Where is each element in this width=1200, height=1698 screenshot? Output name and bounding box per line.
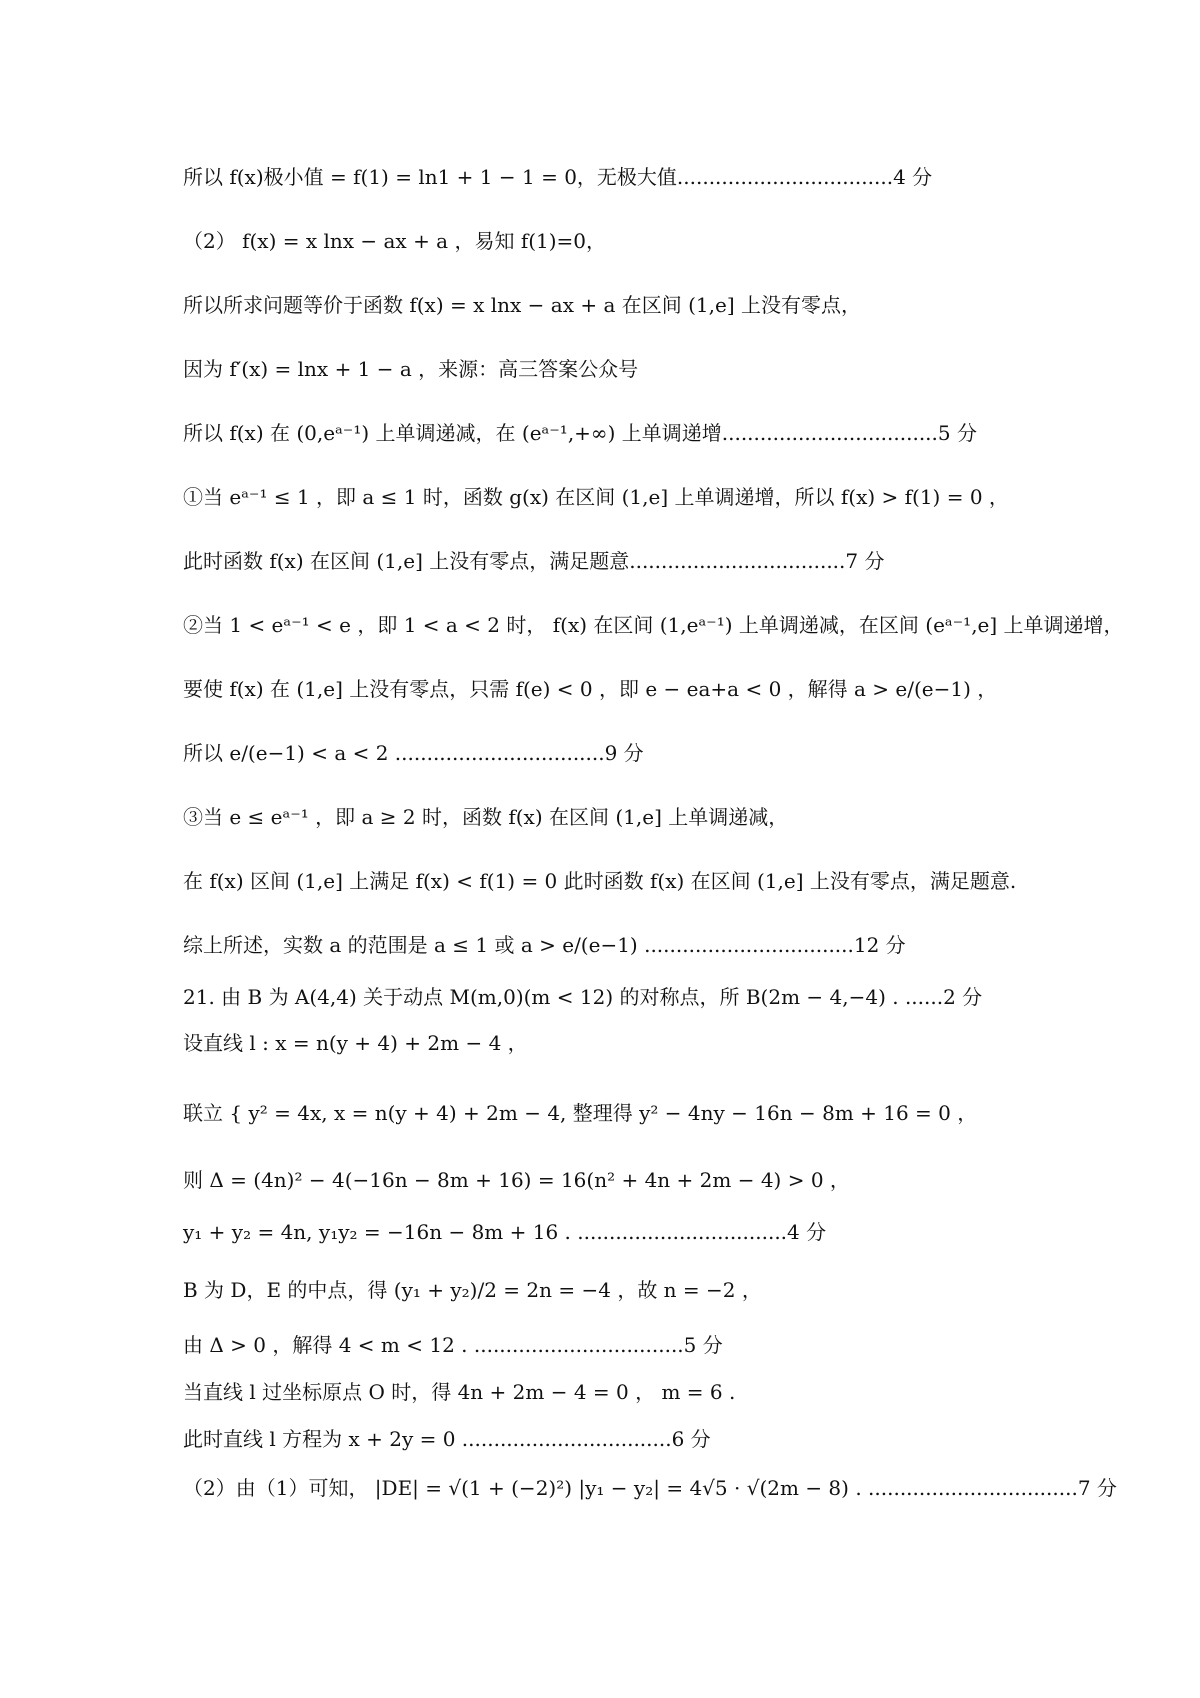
text-line: 联立 { y² = 4x, x = n(y + 4) + 2m − 4, 整理得 y² − 4ny − 16n − 8m + 16 = 0 ， — [183, 1101, 978, 1125]
text-line: 当直线 l 过坐标原点 O 时，得 4n + 2m − 4 = 0 ， m = 6 . — [183, 1380, 736, 1404]
text-line: 由 Δ > 0 ，解得 4 < m < 12 . .................................5 分 — [183, 1333, 723, 1357]
text-line: 所以 e/(e−1) < a < 2 .................................9 分 — [183, 741, 644, 765]
text-line: （2） f(x) = x lnx − ax + a ，易知 f(1)=0， — [183, 229, 607, 253]
text-line: y₁ + y₂ = 4n, y₁y₂ = −16n − 8m + 16 . .................................4 分 — [183, 1220, 827, 1244]
text-line: ③当 e ≤ eᵃ⁻¹ ，即 a ≥ 2 时，函数 f(x) 在区间 (1,e] 上单调递减， — [183, 805, 789, 829]
text-line: 所以 f(x)极小值 = f(1) = ln1 + 1 − 1 = 0，无极大值..................................4 分 — [183, 165, 933, 189]
text-line: ①当 eᵃ⁻¹ ≤ 1 ，即 a ≤ 1 时，函数 g(x) 在区间 (1,e] 上单调递增，所以 f(x) > f(1) = 0 ， — [183, 485, 1009, 509]
text-line: 设直线 l : x = n(y + 4) + 2m − 4 ， — [183, 1031, 528, 1055]
text-line: B 为 D，E 的中点，得 (y₁ + y₂)/2 = 2n = −4 ，故 n = −2 ， — [183, 1278, 762, 1302]
text-line: 此时直线 l 方程为 x + 2y = 0 .................................6 分 — [183, 1427, 711, 1451]
text-line: 21. 由 B 为 A(4,4) 关于动点 M(m,0)(m < 12) 的对称点，所 B(2m − 4,−4) . ......2 分 — [183, 985, 983, 1009]
text-line: 因为 f′(x) = lnx + 1 − a ，来源：高三答案公众号 — [183, 357, 639, 381]
text-line: 此时函数 f(x) 在区间 (1,e] 上没有零点，满足题意..................................7 分 — [183, 549, 885, 573]
text-line: 在 f(x) 区间 (1,e] 上满足 f(x) < f(1) = 0 此时函数 f(x) 在区间 (1,e] 上没有零点，满足题意. — [183, 869, 1017, 893]
text-line: 所以所求问题等价于函数 f(x) = x lnx − ax + a 在区间 (1,e] 上没有零点， — [183, 293, 861, 317]
text-line: （2）由（1）可知， |DE| = √(1 + (−2)²) |y₁ − y₂| = 4√5 · √(2m − 8) . .................................7 分 — [183, 1476, 1117, 1500]
text-line: 则 Δ = (4n)² − 4(−16n − 8m + 16) = 16(n² + 4n + 2m − 4) > 0 ， — [183, 1168, 850, 1192]
text-line: 要使 f(x) 在 (1,e] 上没有零点，只需 f(e) < 0 ，即 e − ea+a < 0 ，解得 a > e/(e−1) ， — [183, 677, 998, 701]
text-line: 综上所述，实数 a 的范围是 a ≤ 1 或 a > e/(e−1) .................................12 分 — [183, 933, 906, 957]
text-line: ②当 1 < eᵃ⁻¹ < e ，即 1 < a < 2 时， f(x) 在区间 (1,eᵃ⁻¹) 上单调递减，在区间 (eᵃ⁻¹,e] 上单调递增， — [183, 613, 1124, 637]
text-line: 所以 f(x) 在 (0,eᵃ⁻¹) 上单调递减，在 (eᵃ⁻¹,+∞) 上单调递增..................................5 分 — [183, 421, 977, 445]
